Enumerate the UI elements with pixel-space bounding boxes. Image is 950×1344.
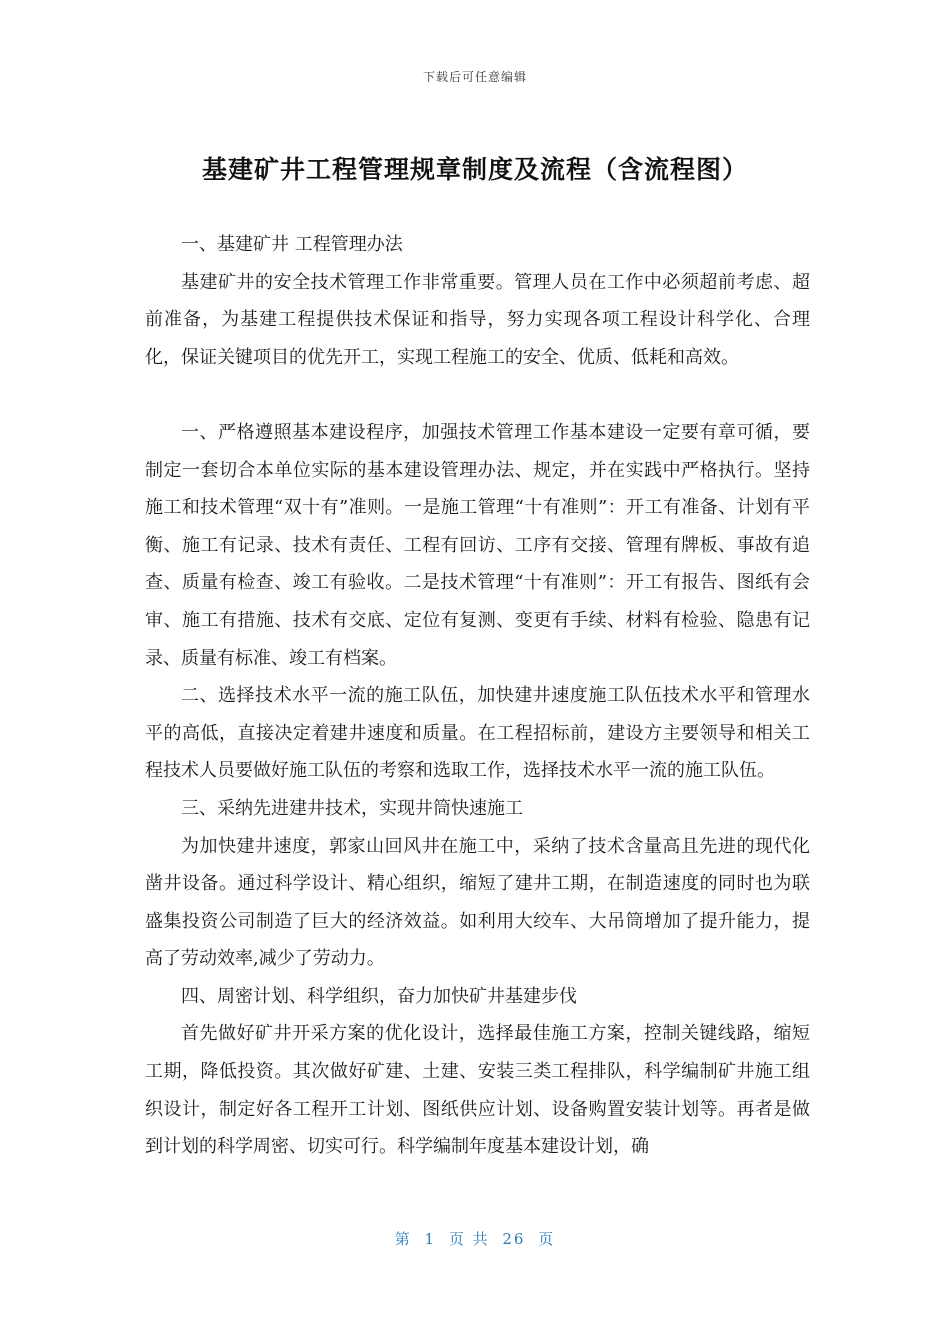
paragraph-planning: 首先做好矿井开采方案的优化设计，选择最佳施工方案，控制关键线路，缩短工期，降低投资。其次做好矿建、土建、安装三类工程排队，科学编制矿井施工组织设计，制定好各工程开工计划、图纸供应计划、设备购置安装计划等。再者是做到计划的科学周密、切实可行。科学编制年度基本建设计划，确	[145, 1023, 810, 1158]
document-body	[145, 226, 810, 1166]
paragraph-intro: 基建矿井的安全技术管理工作非常重要。管理人员在工作中必须超前考虑、超前准备，为基建工程提供技术保证和指导，努力实现各项工程设计科学化、合理化，保证关键项目的优先开工，实现工程施工的安全、优质、低耗和高效。	[145, 271, 810, 368]
footer-current-page: 1	[424, 1230, 437, 1248]
page-header-note: 下载后可任意编辑	[422, 70, 527, 84]
section-heading-planning: 四、周密计划、科学组织，奋力加快矿井基建步伐	[181, 985, 577, 1007]
paragraph-construction-procedure: 一、严格遵照基本建设程序，加强技术管理工作基本建设一定要有章可循，要制定一套切合本单位实际的基本建设管理办法、规定，并在实践中严格执行。坚持施工和技术管理“双十有”准则。一是施工管理“十有准则”：开工有准备、计划有平衡、施工有记录、技术有责任、工程有回访、工序有交接、管理有牌板、事故有追查、质量有检查、竣工有验收。二是技术管理“十有准则”：开工有报告、图纸有会审、施工有措施、技术有交底、定位有复测、变更有手续、材料有检验、隐患有记录、质量有标准、竣工有档案。	[145, 421, 810, 669]
footer-total-pages: 26	[502, 1230, 526, 1248]
section-heading-advanced-technology: 三、采纳先进建井技术，实现井筒快速施工	[181, 797, 523, 819]
footer-middle: 页 共	[448, 1230, 490, 1248]
paragraph-construction-team: 二、选择技术水平一流的施工队伍，加快建井速度施工队伍技术水平和管理水平的高低，直接决定着建井速度和质量。在工程招标前，建设方主要领导和相关工程技术人员要做好施工队伍的考察和选取工作，选择技术水平一流的施工队伍。	[145, 685, 810, 782]
paragraph-shaft-construction: 为加快建井速度，郭家山回风井在施工中，采纳了技术含量高且先进的现代化凿井设备。通过科学设计、精心组织，缩短了建井工期，在制造速度的同时也为联盛集投资公司制造了巨大的经济效益。如利用大绞车、大吊筒增加了提升能力，提高了劳动效率,减少了劳动力。	[145, 835, 810, 970]
page-footer	[0, 1228, 950, 1249]
footer-suffix: 页	[538, 1230, 556, 1248]
section-heading-management-method: 一、基建矿井 工程管理办法	[181, 234, 403, 255]
document-title: 基建矿井工程管理规章制度及流程（含流程图）	[201, 155, 748, 184]
footer-prefix: 第	[394, 1230, 412, 1248]
